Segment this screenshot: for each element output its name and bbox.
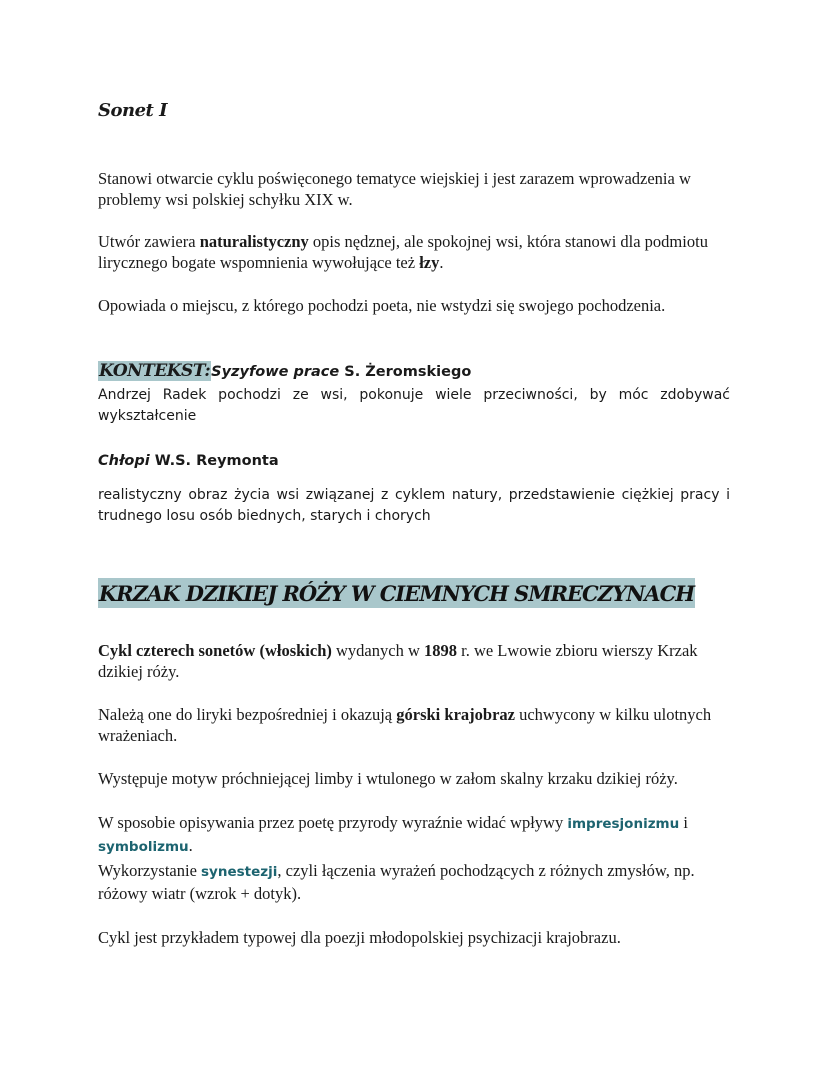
paragraph bbox=[98, 860, 730, 904]
paragraph: Cykl jest przykładem typowej dla poezji młodopolskiej psychizacji krajobrazu. bbox=[98, 928, 621, 947]
text: r. we Lwowie zbioru wierszy Krzak dzikiej róży. bbox=[98, 641, 698, 681]
bold-text: Cykl czterech sonetów (włoskich) bbox=[98, 641, 332, 660]
paragraph: Opowiada o miejscu, z którego pochodzi poeta, nie wstydzi się swojego pochodzenia. bbox=[98, 296, 666, 315]
text: Wykorzystanie bbox=[98, 861, 202, 880]
context-description: realistyczny obraz życia wsi związanej z cyklem natury, przedstawienie ciężkiej pracy i trudnego losu osób biednych, starych i chorych bbox=[98, 487, 730, 524]
text: , czyli łączenia wyrażeń pochodzących z różnych zmysłów, np. różowy wiatr (wzrok + dotyk). bbox=[98, 861, 695, 903]
bold-text: naturalistyczny bbox=[199, 232, 309, 251]
paragraph bbox=[98, 812, 730, 858]
bold-text: 1898 bbox=[423, 641, 457, 660]
paragraph bbox=[98, 231, 730, 273]
text: i bbox=[679, 813, 688, 832]
highlighted-term: symbolizmu bbox=[98, 839, 189, 855]
text: Utwór zawiera bbox=[98, 232, 200, 251]
text: uchwycony w kilku ulotnych wrażeniach. bbox=[98, 705, 712, 745]
text: Należą one do liryki bezpośredniej i okazują bbox=[98, 705, 397, 724]
text: . bbox=[188, 836, 193, 855]
section-heading: KRZAK DZIKIEJ RÓŻY W CIEMNYCH SMRECZYNACH bbox=[98, 581, 695, 606]
work-author: S. Żeromskiego bbox=[339, 364, 472, 380]
highlighted-term: synestezji bbox=[201, 864, 278, 880]
paragraph bbox=[98, 640, 730, 682]
highlighted-term: impresjonizmu bbox=[567, 816, 680, 832]
work-title: Chłopi bbox=[98, 453, 150, 469]
paragraph bbox=[98, 704, 730, 746]
context-description: Andrzej Radek pochodzi ze wsi, pokonuje wiele przeciwności, by móc zdobywać wykształcenie bbox=[98, 387, 730, 424]
text: W sposobie opisywania przez poetę przyrody wyraźnie widać wpływy bbox=[98, 813, 568, 832]
context-heading bbox=[98, 451, 730, 472]
section-title: Sonet I bbox=[98, 100, 168, 121]
bold-text: łzy bbox=[419, 253, 440, 272]
context-tag: KONTEKST: bbox=[99, 361, 211, 381]
paragraph: Występuje motyw próchniejącej limby i wtulonego w załom skalny krzaku dzikiej róży. bbox=[98, 769, 678, 788]
paragraph: Stanowi otwarcie cyklu poświęconego tematyce wiejskiej i jest zarazem wprowadzenia w problemy wsi polskiej schyłku XIX w. bbox=[98, 169, 691, 209]
text: . bbox=[439, 253, 444, 272]
work-author: W.S. Reymonta bbox=[149, 453, 279, 469]
bold-text: górski krajobraz bbox=[396, 705, 515, 724]
text: wydanych w bbox=[331, 641, 424, 660]
work-title: Syzyfowe prace bbox=[211, 364, 340, 380]
text: opis nędznej, ale spokojnej wsi, która stanowi dla podmiotu lirycznego bogate wspomnienia wywołujące też bbox=[98, 232, 708, 272]
context-heading bbox=[98, 361, 730, 383]
